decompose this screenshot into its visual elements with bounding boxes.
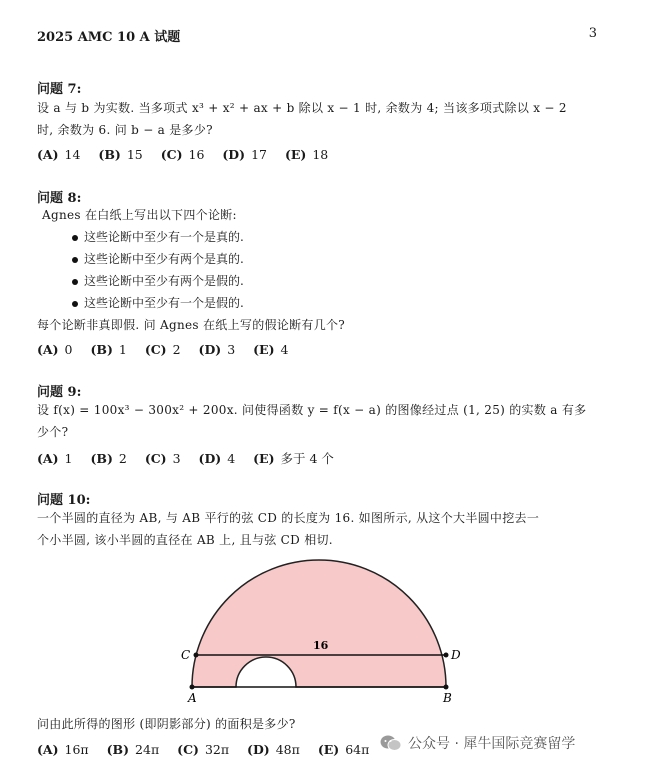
question-9-title: 问题 9: — [37, 385, 82, 400]
statement-item: 这些论断中至少有一个是假的. — [72, 292, 244, 314]
choice-e: (E) 多于 4 个 — [253, 451, 334, 466]
statement-item: 这些论断中至少有两个是假的. — [72, 270, 244, 292]
choice-c: (C) 3 — [144, 451, 181, 466]
question-8-choices — [37, 342, 302, 357]
choice-a: (A) 1 — [37, 451, 73, 466]
question-10-text — [37, 507, 607, 551]
question-7-line-2: 时, 余数为 6. 问 b − a 是多少? — [37, 123, 213, 137]
question-9-line-2: 少个? — [37, 425, 69, 439]
choice-b: (B) 2 — [90, 451, 127, 466]
point-d — [444, 653, 449, 658]
label-c: C — [181, 648, 191, 662]
question-8-question: 每个论断非真即假. 问 Agnes 在纸上写的假论断有几个? — [37, 318, 346, 332]
wechat-icon — [380, 734, 402, 752]
choice-d: (D) 3 — [198, 342, 236, 357]
question-10-line-1: 一个半圆的直径为 AB, 与 AB 平行的弦 CD 的长度为 16. 如图所示, 从这个大半圆中挖去一 — [37, 511, 540, 525]
question-8-statements — [72, 226, 244, 314]
label-d: D — [451, 648, 461, 662]
choice-e: (E) 18 — [284, 147, 329, 162]
statement-item: 这些论断中至少有两个是真的. — [72, 248, 244, 270]
question-7-line-1: 设 a 与 b 为实数. 当多项式 x³ + x² + ax + b 除以 x − 1 时, 余数为 4; 当该多项式除以 x − 2 — [37, 101, 567, 115]
semicircle-figure — [180, 555, 470, 705]
label-b: B — [443, 691, 452, 705]
point-c — [194, 653, 199, 658]
question-9-line-1: 设 f(x) = 100x³ − 300x² + 200x. 问使得函数 y = f(x − a) 的图像经过点 (1, 25) 的实数 a 有多 — [37, 403, 587, 417]
choice-e: (E) 64π — [317, 742, 370, 757]
bullet-icon — [72, 301, 78, 307]
question-10-title: 问题 10: — [37, 493, 91, 508]
choice-d: (D) 4 — [198, 451, 236, 466]
watermark-text: 公众号 · 犀牛国际竞赛留学 — [408, 736, 576, 752]
choice-b: (B) 24π — [106, 742, 160, 757]
question-10-choices — [37, 742, 383, 757]
question-7-text — [37, 97, 607, 141]
choice-a: (A) 14 — [37, 147, 81, 162]
shaded-region — [192, 560, 446, 687]
question-7-choices — [37, 147, 342, 162]
choice-a: (A) 0 — [37, 342, 73, 357]
bullet-icon — [72, 235, 78, 241]
choice-e: (E) 4 — [253, 342, 289, 357]
choice-c: (C) 16 — [160, 147, 205, 162]
choice-d: (D) 48π — [247, 742, 300, 757]
question-9-text — [37, 399, 607, 443]
question-8-intro: Agnes 在白纸上写出以下四个论断: — [42, 208, 237, 222]
point-a — [190, 685, 195, 690]
choice-a: (A) 16π — [37, 742, 89, 757]
choice-c: (C) 32π — [177, 742, 230, 757]
statement-item: 这些论断中至少有一个是真的. — [72, 226, 244, 248]
label-a: A — [188, 691, 197, 705]
choice-c: (C) 2 — [144, 342, 181, 357]
question-10-question: 问由此所得的图形 (即阴影部分) 的面积是多少? — [37, 717, 296, 731]
choice-d: (D) 17 — [222, 147, 267, 162]
chord-length-label: 16 — [313, 639, 329, 652]
choice-b: (B) 1 — [90, 342, 127, 357]
question-10-line-2: 个小半圆, 该小半圆的直径在 AB 上, 且与弦 CD 相切. — [37, 533, 333, 547]
choice-b: (B) 15 — [98, 147, 143, 162]
question-9-choices — [37, 449, 348, 467]
page-header-title: 2025 AMC 10 A 试题 — [37, 30, 181, 45]
question-8-title: 问题 8: — [37, 191, 82, 206]
question-7-title: 问题 7: — [37, 82, 82, 97]
bullet-icon — [72, 279, 78, 285]
watermark — [380, 733, 575, 753]
bullet-icon — [72, 257, 78, 263]
point-b — [444, 685, 449, 690]
page-number: 3 — [588, 26, 597, 41]
